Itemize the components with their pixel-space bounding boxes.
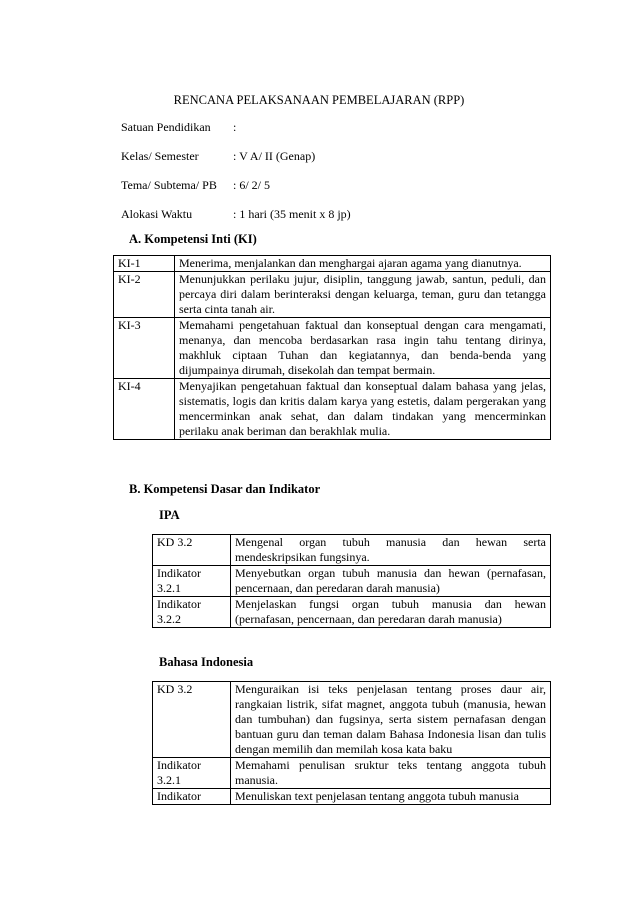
table-row (153, 535, 551, 566)
kd-code: Indikator 3.2.1 (153, 758, 231, 789)
table-row (114, 272, 551, 318)
meta-value: : 1 hari (35 menit x 8 jp) (233, 207, 351, 221)
table-row (153, 758, 551, 789)
table-row (114, 379, 551, 440)
kd-code: Indikator (153, 789, 231, 805)
meta-row (121, 178, 351, 207)
kd-code: Indikator 3.2.1 (153, 566, 231, 597)
ipa-heading: IPA (159, 508, 180, 522)
kd-code: Indikator 3.2.2 (153, 597, 231, 628)
section-b-heading: B. Kompetensi Dasar dan Indikator (129, 482, 321, 496)
meta-row (121, 149, 351, 178)
document-title: RENCANA PELAKSANAAN PEMBELAJARAN (RPP) (173, 93, 465, 107)
kd-text: Menuliskan text penjelasan tentang anggota tubuh manusia (231, 789, 551, 805)
meta-label: Satuan Pendidikan (121, 120, 211, 134)
meta-label: Kelas/ Semester (121, 149, 199, 163)
table-row (153, 566, 551, 597)
meta-label: Alokasi Waktu (121, 207, 193, 221)
kd-text: Menjelaskan fungsi organ tubuh manusia dan hewan (pernafasan, pencernaan, dan peredaran darah manusia) (231, 597, 551, 628)
kd-text: Memahami penulisan sruktur teks tentang anggota tubuh manusia. (231, 758, 551, 789)
table-row (153, 682, 551, 758)
bahasa-indonesia-heading: Bahasa Indonesia (159, 655, 254, 669)
meta-value: : 6/ 2/ 5 (233, 178, 271, 192)
meta-value: : V A/ II (Genap) (233, 149, 316, 163)
ki-code: KI-1 (114, 256, 175, 272)
kd-code: KD 3.2 (153, 535, 231, 566)
meta-value: : (233, 120, 237, 134)
ki-table (113, 255, 551, 440)
table-row (114, 318, 551, 379)
table-row (114, 256, 551, 272)
ki-code: KI-2 (114, 272, 175, 318)
ki-text: Memahami pengetahuan faktual dan konseptual dengan cara mengamati, menanya, dan mencoba berdasarkan rasa ingin tahu tentang dirinya, makhluk ciptaan Tuhan dan kegiatannya, dan benda-benda yang dijumpainya dirumah, disekolah dan tempat bermain. (175, 318, 551, 379)
bahasa-indonesia-table (152, 681, 551, 805)
ki-text: Menunjukkan perilaku jujur, disiplin, tanggung jawab, santun, peduli, dan percaya diri dalam berinteraksi dengan keluarga, teman, guru dan tetangga serta cinta tanah air. (175, 272, 551, 318)
kd-text: Menguraikan isi teks penjelasan tentang proses daur air, rangkaian listrik, sifat magnet, anggota tubuh (manusia, hewan dan tumbuhan) dan fugsinya, serta sistem pernafasan dengan bantuan guru dan teman dalam Bahasa Indonesia lisan dan tulis dengan memilih dan memilah kosa kata baku (231, 682, 551, 758)
meta-row (121, 120, 351, 149)
kd-code: KD 3.2 (153, 682, 231, 758)
meta-label: Tema/ Subtema/ PB (121, 178, 217, 192)
ki-code: KI-3 (114, 318, 175, 379)
kd-text: Menyebutkan organ tubuh manusia dan hewan (pernafasan, pencernaan, dan peredaran darah manusia) (231, 566, 551, 597)
meta-block (121, 120, 351, 236)
ipa-table (152, 534, 551, 628)
ki-text: Menyajikan pengetahuan faktual dan konseptual dalam bahasa yang jelas, sistematis, logis dan kritis dalam karya yang estetis, dalam pergerakan yang mencerminkan anak sehat, dan dalam tindakan yang mencerminkan perilaku anak beriman dan berakhlak mulia. (175, 379, 551, 440)
ki-text: Menerima, menjalankan dan menghargai ajaran agama yang dianutnya. (175, 256, 551, 272)
table-row (153, 597, 551, 628)
ki-code: KI-4 (114, 379, 175, 440)
table-row (153, 789, 551, 805)
section-a-heading: A. Kompetensi Inti (KI) (129, 232, 257, 246)
kd-text: Mengenal organ tubuh manusia dan hewan serta mendeskripsikan fungsinya. (231, 535, 551, 566)
